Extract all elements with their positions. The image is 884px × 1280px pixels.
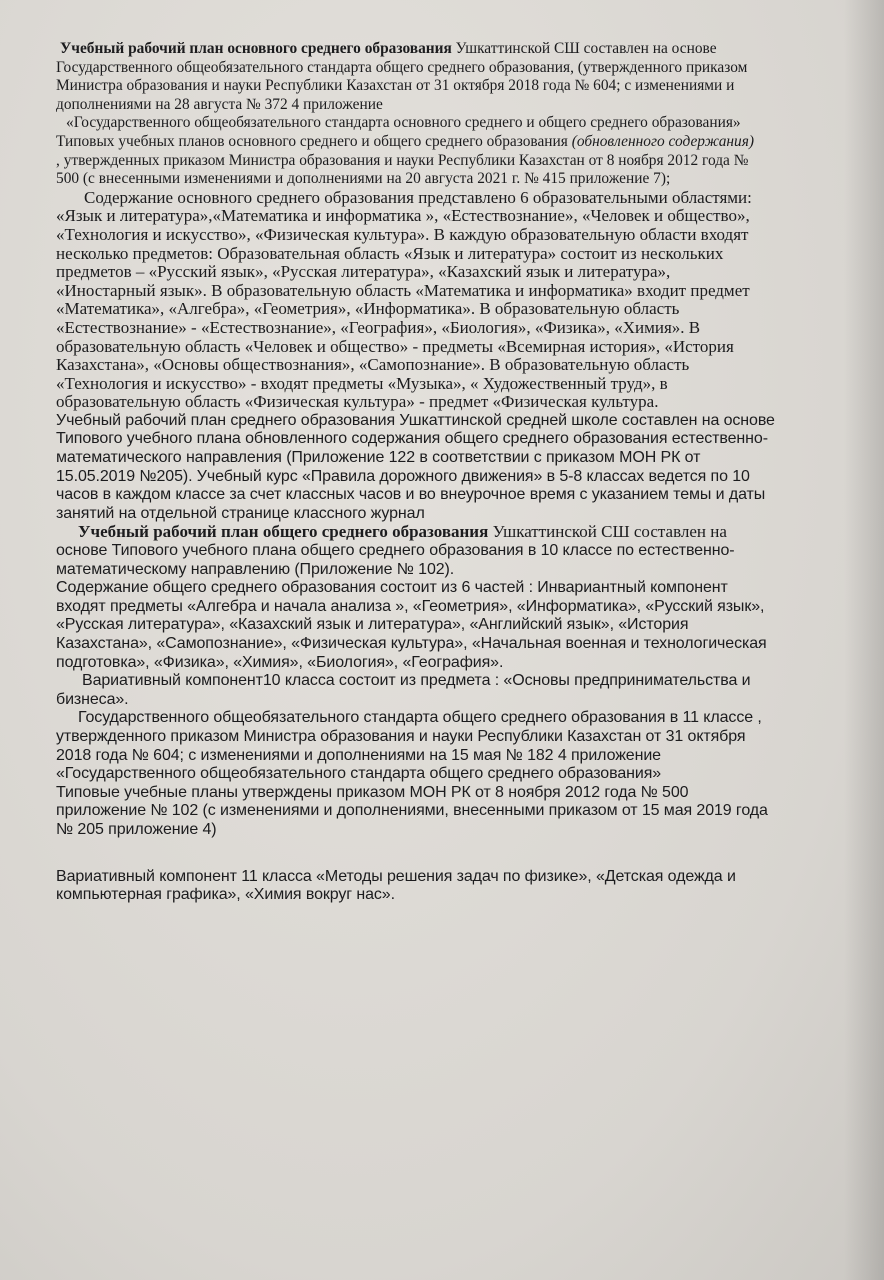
text-line [56, 245, 836, 264]
text-line [56, 561, 836, 580]
text-line [56, 319, 836, 338]
text-line [56, 868, 836, 887]
text-line [56, 654, 836, 673]
text-line [56, 468, 836, 487]
text-line [56, 616, 836, 635]
text-line [56, 412, 836, 431]
text-segment: Казахстана», «Самопознание», «Физическая культура», «Начальная военная и технологическая [56, 635, 767, 652]
text-line [56, 579, 836, 598]
text-line [56, 747, 836, 766]
text-segment: Государственного общеобязательного стандарта общего среднего образования в 11 классе , [78, 709, 762, 727]
text-segment: Государственного общеобязательного стандарта общего среднего образования, (утвержденного приказом [56, 58, 748, 76]
text-segment: «Язык и литература»,«Математика и информатика », «Естествознание», «Человек и общество», [56, 206, 750, 226]
text-line [56, 821, 836, 840]
text-line [56, 263, 836, 282]
text-segment: образовательную область «Физическая культура» - предмет «Физическая культура. [56, 392, 659, 412]
bold-heading-text: Учебный рабочий план основного среднего образования [60, 40, 456, 57]
text-segment: 2018 года № 604; с изменениями и дополнениями на 15 мая № 182 4 приложение [56, 746, 661, 764]
text-line [56, 635, 836, 654]
text-segment: входят предметы «Алгебра и начала анализа », «Геометрия», «Информатика», «Русский язык», [56, 597, 765, 615]
paragraph-gap [56, 840, 836, 868]
text-segment: основе Типового учебного плана общего среднего образования в 10 классе по естественно- [56, 542, 735, 560]
text-line [56, 486, 836, 505]
text-segment: подготовка», «Физика», «Химия», «Биология», «География». [56, 653, 504, 671]
text-line [56, 598, 836, 617]
text-segment: Ушкаттинской СШ составлен на [492, 522, 727, 542]
text-segment: Типового учебного плана обновленного содержания общего среднего образования естественно- [56, 430, 768, 448]
text-line [56, 133, 836, 152]
text-segment: 15.05.2019 №205). Учебный курс «Правила дорожного движения» в 5-8 классах ведется по 10 [56, 467, 750, 485]
text-segment: , утвержденных приказом Министра образования и науки Республики Казахстан от 8 ноября 2012 года № [56, 151, 749, 169]
text-segment: дополнениями на 28 августа № 372 4 приложение [56, 95, 383, 113]
text-segment: Содержание основного среднего образования представлено 6 образовательными областями: [84, 187, 752, 207]
text-line [56, 338, 836, 357]
text-segment: «Технология и искусство» - входят предметы «Музыка», « Художественный труд», в [56, 373, 668, 393]
text-segment: Министра образования и науки Республики Казахстан от 31 октября 2018 года № 604; с изменениями и [56, 77, 735, 95]
text-segment: утвержденного приказом Министра образования и науки Республики Казахстан от 31 октября [56, 727, 746, 745]
text-segment: «Государственного общеобязательного стандарта основного среднего и общего среднего образования» [66, 114, 741, 132]
text-line [56, 886, 836, 905]
text-segment: компьютерная графика», «Химия вокруг нас». [56, 886, 395, 904]
text-line [56, 765, 836, 784]
text-line [56, 691, 836, 710]
text-segment: «Технология и искусство», «Физическая культура». В каждую образовательную области входят [56, 224, 749, 244]
text-segment: Содержание общего среднего образования состоит из 6 частей : Инвариантный компонент [56, 579, 728, 597]
text-line [56, 96, 836, 115]
text-line [56, 505, 836, 524]
text-segment: «Государственного общеобязательного стандарта общего среднего образования» [56, 765, 662, 783]
text-segment: № 205 приложение 4) [56, 820, 217, 838]
text-segment: 500 (с внесенными изменениями и дополнениями на 20 августа 2021 г. № 415 приложение 7); [56, 170, 671, 188]
text-segment: Типовых учебных планов основного среднего и общего среднего образования [56, 132, 572, 150]
text-segment: «Математика», «Алгебра», «Геометрия», «Информатика». В образовательную область [56, 299, 680, 319]
text-segment: «Иностарный язык». В образовательную область «Математика и информатика» входит предмет [56, 280, 750, 300]
text-line [56, 226, 836, 245]
text-line [56, 784, 836, 803]
text-segment: часов в каждом классе за счет классных часов и во внеурочное время с указанием темы и даты [56, 486, 766, 504]
text-line [56, 672, 836, 691]
text-line [56, 802, 836, 821]
text-line [56, 728, 836, 747]
text-line [56, 393, 836, 412]
text-segment: Ушкаттинской СШ составлен на основе [455, 40, 717, 57]
text-line [56, 189, 836, 208]
text-segment: занятий на отдельной странице классного журнал [56, 504, 425, 522]
page-edge-shadow [844, 0, 884, 1280]
text-line [56, 542, 836, 561]
text-segment: Вариативный компонент10 класса состоит из предмета : «Основы предпринимательства и [82, 672, 751, 690]
document-body [56, 40, 836, 905]
text-segment: «Естествознание» - «Естествознание», «География», «Биология», «Физика», «Химия». В [56, 317, 701, 337]
text-segment: математического направления (Приложение 122 в соответствии с приказом МОН РК от [56, 449, 701, 467]
text-line [56, 77, 836, 96]
text-segment: математическому направлению (Приложение № 102). [56, 560, 455, 578]
text-line [56, 114, 836, 133]
text-segment: бизнеса». [56, 690, 129, 708]
text-line [56, 300, 836, 319]
bold-heading-text: Учебный рабочий план общего среднего образования [78, 522, 493, 542]
text-segment: Вариативный компонент 11 класса «Методы решения задач по физике», «Детская одежда и [56, 867, 736, 885]
text-line [56, 282, 836, 301]
text-line [56, 523, 836, 542]
text-segment: Типовые учебные планы утверждены приказом МОН РК от 8 ноября 2012 года № 500 [56, 783, 689, 801]
text-segment: Учебный рабочий план среднего образования Ушкаттинской средней школе составлен на основе [56, 411, 775, 429]
italic-text: (обновленного содержания) [571, 132, 755, 150]
text-line [56, 356, 836, 375]
text-line [56, 449, 836, 468]
text-segment: приложение № 102 (с изменениями и дополнениями, внесенными приказом от 15 мая 2019 года [56, 802, 768, 820]
text-line [56, 152, 836, 171]
text-segment: образовательную область «Человек и общество» - предметы «Всемирная история», «История [56, 336, 734, 356]
text-segment: Казахстана», «Основы обществознания», «Самопознание». В образовательную область [56, 355, 690, 375]
text-segment: предметов – «Русский язык», «Русская литература», «Казахский язык и литература», [56, 262, 671, 282]
text-line [56, 40, 836, 59]
text-line [56, 375, 836, 394]
text-line [56, 59, 836, 78]
text-line [56, 170, 836, 189]
text-line [56, 430, 836, 449]
text-line [56, 709, 836, 728]
text-segment: «Русская литература», «Казахский язык и литература», «Английский язык», «История [56, 616, 689, 634]
text-line [56, 207, 836, 226]
text-segment: несколько предметов: Образовательная область «Язык и литература» состоит из нескольких [56, 243, 724, 263]
